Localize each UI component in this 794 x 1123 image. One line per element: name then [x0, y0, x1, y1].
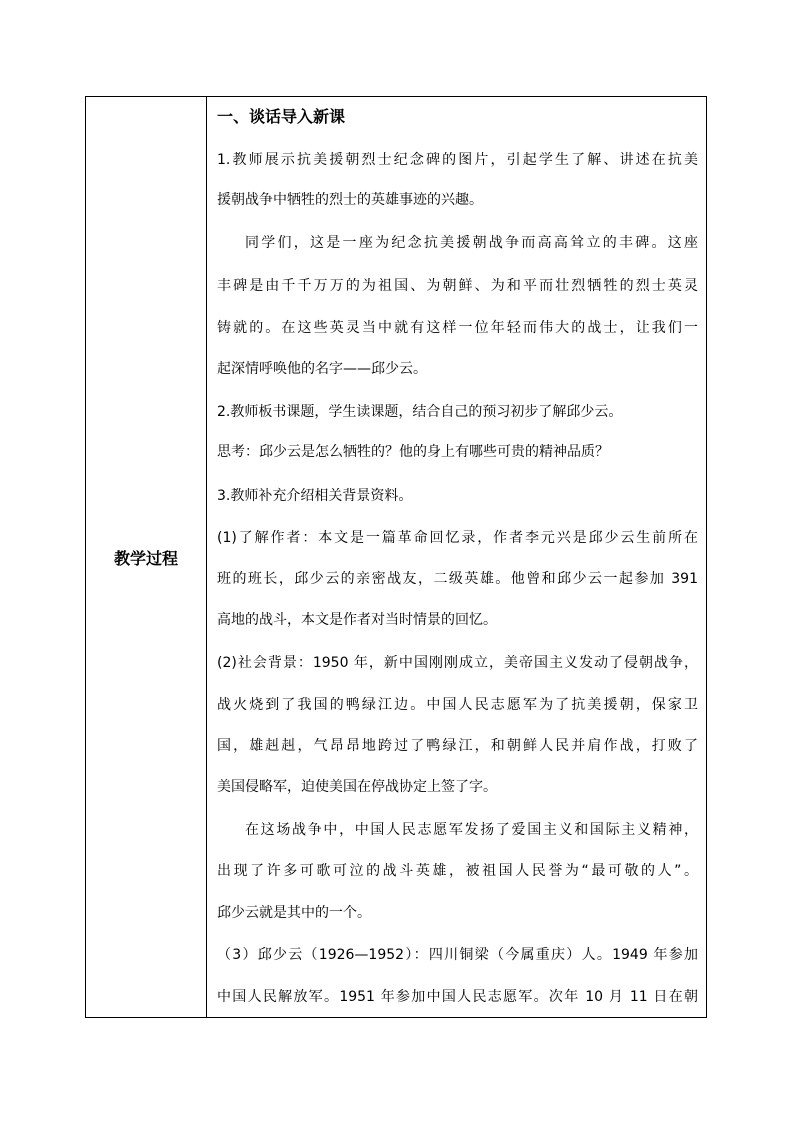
- paragraph-line: 援朝战争中牺牲的烈士的英雄事迹的兴趣。: [217, 192, 483, 208]
- paragraph-line: 2.教师板书课题，学生读课题，结合自己的预习初步了解邱少云。: [217, 404, 623, 420]
- paragraph-line: 丰碑是由千千万万的为祖国、为朝鲜、为和平而壮烈牺牲的烈士英灵: [217, 278, 698, 294]
- paragraph-line: (2)社会背景：1950 年，新中国刚刚成立，美帝国主义发动了侵朝战争，: [217, 655, 698, 671]
- lesson-table: [85, 96, 707, 1018]
- paragraph-line: 邱少云就是其中的一个。: [217, 905, 371, 921]
- section-label: 教学过程: [113, 548, 178, 568]
- paragraph-line: 出现了许多可歌可泣的战斗英雄，被祖国人民誉为“最可敬的人”。: [217, 863, 698, 879]
- paragraph-line: 3.教师补充介绍相关背景资料。: [217, 488, 413, 504]
- paragraph-line: (1)了解作者：本文是一篇革命回忆录，作者李元兴是邱少云生前所在: [217, 530, 698, 546]
- paragraph-line: 班的班长，邱少云的亲密战友，二级英雄。他曾和邱少云一起参加 391: [217, 571, 698, 587]
- paragraph-line: 战火烧到了我国的鸭绿江边。中国人民志愿军为了抗美援朝，保家卫: [217, 697, 698, 713]
- paragraph-line: （3）邱少云（1926—1952）：四川铜梁（今属重庆）人。1949 年参加: [217, 947, 698, 963]
- label-cell: [86, 97, 207, 1017]
- paragraph-line: 在这场战争中，中国人民志愿军发扬了爱国主义和国际主义精神，: [245, 822, 698, 838]
- paragraph-line: 思考：邱少云是怎么牺牲的？他的身上有哪些可贵的精神品质？: [217, 444, 609, 460]
- paragraph-line: 铸就的。在这些英灵当中就有这样一位年轻而伟大的战士，让我们一: [217, 320, 698, 336]
- paragraph-line: 1.教师展示抗美援朝烈士纪念碑的图片，引起学生了解、讲述在抗美: [217, 152, 698, 168]
- paragraph-line: 美国侵略军，迫使美国在停战协定上签了字。: [217, 779, 497, 795]
- section-heading: 一、谈话导入新课: [217, 107, 346, 126]
- paragraph-line: 起深情呼唤他的名字——邱少云。: [217, 361, 427, 377]
- content-cell: [207, 97, 706, 1017]
- paragraph-line: 高地的战斗，本文是作者对当时情景的回忆。: [217, 612, 497, 628]
- paragraph-line: 同学们，这是一座为纪念抗美援朝战争而高高耸立的丰碑。这座: [245, 235, 698, 251]
- paragraph-line: 国，雄赳赳，气昂昂地跨过了鸭绿江，和朝鲜人民并肩作战，打败了: [217, 738, 698, 754]
- paragraph-line: 中国人民解放军。1951 年参加中国人民志愿军。次年 10 月 11 日在朝: [217, 989, 698, 1005]
